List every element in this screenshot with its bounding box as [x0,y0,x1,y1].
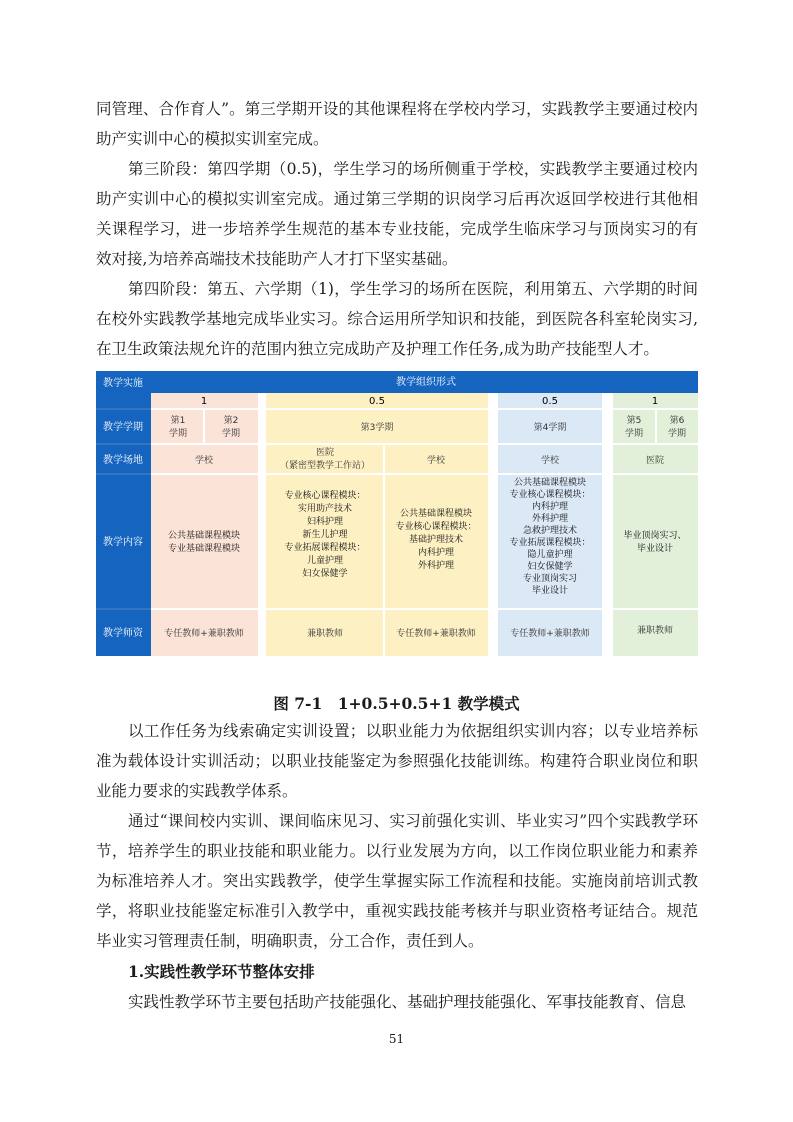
paragraph-stage4: 第四阶段：第五、六学期（1)，学生学习的场所在医院，利用第五、六学期的时间在校外实践教学基地完成毕业实习。综合运用所学知识和技能，到医院各科室轮岗实习,在卫生政策法规允许的范围内独立完成助产及护理工作任务,成为助产技能型人才。 [96,280,698,358]
paragraph-continued: 同管理、合作育人”。第三学期开设的其他课程将在学校内学习，实践教学主要通过校内助产实训中心的模拟实训室完成。 [96,100,698,148]
row-label-content: 教学内容 [103,537,143,548]
content-col4-6: 专业拓展课程模块： [509,538,591,548]
semester-3: 第3学期 [360,423,394,433]
place-hospital-2: 医院 [645,456,665,466]
content-col2-1: 专业核心课程模块： [284,491,366,501]
teacher-col3: 专任教师+兼职教师 [396,629,476,639]
content-col4-7: 隐儿童护理 [527,550,573,560]
paragraph-practice: 通过“课间校内实训、课间临床见习、实习前强化实训、毕业实习”四个实践教学环节，培养学生的职业技能和职业能力。以行业发展为方向，以工作岗位职业能力和素养为标准培养人才。突出实践教学，使学生掌握实际工作流程和技能。实施岗前培训式教学，将职业技能鉴定标准引入教学中，重视实践技能考核并与职业资格考证结合。规范毕业实习管理责任制，明确职责，分工合作，责任到人。 [96,812,698,950]
semester-1-b: 学期 [168,429,188,439]
content-col5-2: 毕业设计 [636,544,674,554]
teacher-col1: 专任教师+兼职教师 [164,629,244,639]
content-col4-10: 毕业设计 [531,586,569,596]
semester-5-b: 学期 [624,429,644,439]
content-col4-3: 内科护理 [531,502,569,512]
content-col2-5: 专业拓展课程模块： [284,543,366,553]
content-col4-9: 专业顶岗实习 [522,574,578,584]
duration-4: 1 [651,396,659,407]
content-col5-1: 毕业顶岗实习、 [623,531,687,541]
row-label-semester: 教学学期 [103,422,143,433]
row-label-column [96,371,151,656]
section-heading: 1.实践性教学环节整体安排 [128,962,315,981]
content-col2-3: 妇科护理 [306,517,344,527]
semester-2-a: 第2 [223,416,239,426]
semester-2-b: 学期 [221,429,241,439]
row-label-place: 教学场地 [103,455,143,466]
content-col2-4: 新生儿护理 [302,530,348,540]
duration-1: 1 [200,396,208,407]
header-title: 教学组织形式 [396,377,456,388]
place-school-1: 学校 [194,456,214,466]
content-col2-6: 儿童护理 [306,556,344,566]
semester-5-a: 第5 [626,416,642,426]
content-col4-1: 公共基础课程模块 [513,478,587,488]
content-col4-4: 外科护理 [531,514,569,524]
content-col2-2: 实用助产技术 [297,504,353,514]
teaching-mode-figure [96,371,698,656]
content-col3-5: 外科护理 [417,561,455,571]
place-hospital-1b: （紧密型教学工作站） [279,461,371,471]
place-school-3: 学校 [540,456,560,466]
place-school-2: 学校 [426,456,446,466]
semester-4: 第4学期 [533,423,567,433]
content-col3-1: 公共基础课程模块 [399,509,473,519]
place-hospital-1a: 医院 [315,448,335,458]
content-col4-2: 专业核心课程模块： [509,490,591,500]
row-label-teachers: 教学师资 [103,628,143,639]
content-col4-8: 妇女保健学 [527,562,573,572]
paragraph-last: 实践性教学环节主要包括助产技能强化、基础护理技能强化、军事技能教育、信息 [128,993,687,1011]
paragraph-stage3: 第三阶段：第四学期（0.5)，学生学习的场所侧重于学校，实践教学主要通过校内助产实训中心的模拟实训室完成。通过第三学期的识岗学习后再次返回学校进行其他相关课程学习，进一步培养学生规范的基本专业技能，完成学生临床学习与顶岗实习的有效对接,为培养高端技术技能助产人才打下坚实基础。 [96,160,698,268]
duration-2: 0.5 [369,396,385,407]
semester-6-a: 第6 [669,416,685,426]
teacher-col2: 兼职教师 [306,629,344,639]
content-col3-3: 基础护理技术 [408,535,464,545]
figure-caption: 图 7-1 1+0.5+0.5+1 教学模式 [273,694,520,713]
semester-6-b: 学期 [667,429,687,439]
page-number: 51 [388,1032,405,1046]
header-left-label: 教学实施 [103,378,143,389]
content-col4-5: 急救护理技术 [522,526,578,536]
teacher-col4: 专任教师+兼职教师 [510,629,590,639]
content-col1-1: 公共基础课程模块 [167,531,241,541]
teacher-col5: 兼职教师 [636,626,674,636]
paragraph-training: 以工作任务为线索确定实训设置；以职业能力为依据组织实训内容；以专业培养标准为载体设计实训活动；以职业技能鉴定为参照强化技能训练。构建符合职业岗位和职业能力要求的实践教学体系。 [96,722,698,800]
content-col3-2: 专业核心课程模块： [395,522,477,532]
duration-3: 0.5 [542,396,558,407]
content-col1-2: 专业基础课程模块 [167,544,241,554]
semester-1-a: 第1 [170,416,186,426]
content-col3-4: 内科护理 [417,548,455,558]
content-col2-7: 妇女保健学 [302,569,348,579]
